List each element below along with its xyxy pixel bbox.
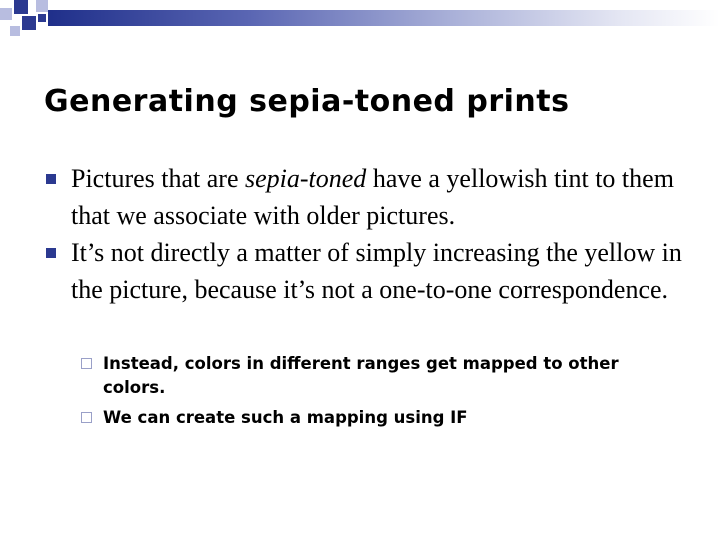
- sub-bullet-list: [80, 352, 680, 430]
- bullet-emphasis: sepia-toned: [245, 164, 367, 193]
- slide-title: Generating sepia-toned prints: [44, 84, 570, 119]
- sub-bullet-item: [80, 406, 680, 430]
- hollow-square-bullet-icon: [81, 412, 92, 423]
- corner-square-light-3: [10, 26, 20, 36]
- corner-square-dark-1: [14, 0, 28, 14]
- bullet-item: [44, 234, 684, 308]
- bullet-list: [44, 160, 684, 308]
- filled-square-bullet-icon: [46, 248, 56, 258]
- bullet-text-end: have a yellowish tint to them that we associate with older pictures.: [71, 164, 674, 230]
- bullet-text: It’s not directly a matter of simply increasing the yellow in the picture, because it’s not a one-to-one correspondence.: [71, 238, 682, 304]
- header-gradient-strip: [48, 10, 720, 26]
- bullet-text-start: Pictures that are: [71, 164, 245, 193]
- hollow-square-bullet-icon: [81, 358, 92, 369]
- corner-square-dark-3: [38, 14, 46, 22]
- corner-square-light-2: [36, 0, 48, 12]
- corner-square-dark-2: [22, 16, 36, 30]
- filled-square-bullet-icon: [46, 174, 56, 184]
- sub-bullet-text: We can create such a mapping using IF: [103, 408, 468, 427]
- bullet-item: [44, 160, 684, 234]
- sub-bullet-item: [80, 352, 680, 400]
- corner-square-light-1: [0, 8, 12, 20]
- sub-bullet-text: Instead, colors in different ranges get mapped to other colors.: [103, 354, 619, 397]
